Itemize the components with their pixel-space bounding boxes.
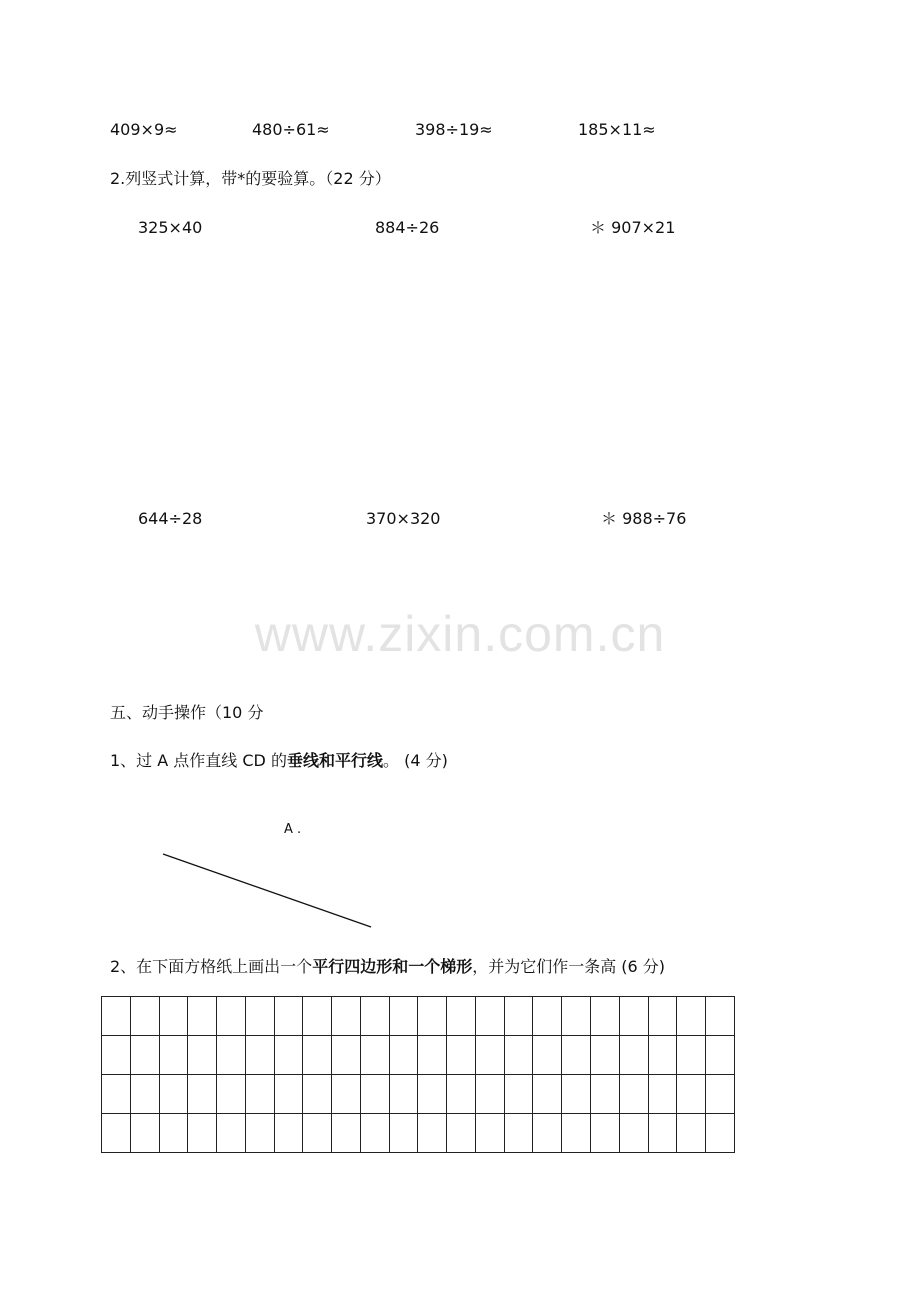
grid-cell[interactable] [677, 1114, 706, 1153]
estimation-3: 398÷19≈ [415, 120, 493, 139]
vertical-calc-2: 884÷26 [375, 218, 440, 237]
grid-cell[interactable] [130, 1114, 159, 1153]
grid-cell[interactable] [217, 1075, 246, 1114]
grid-cell[interactable] [418, 997, 447, 1036]
grid-cell[interactable] [188, 997, 217, 1036]
grid-cell[interactable] [706, 1036, 735, 1075]
grid-cell[interactable] [274, 1114, 303, 1153]
grid-cell[interactable] [418, 1036, 447, 1075]
grid-cell[interactable] [591, 1075, 620, 1114]
grid-cell[interactable] [648, 1036, 677, 1075]
grid-row [102, 1075, 735, 1114]
estimation-1: 409×9≈ [110, 120, 178, 139]
grid-cell[interactable] [619, 1075, 648, 1114]
grid-cell[interactable] [418, 1114, 447, 1153]
grid-cell[interactable] [504, 1114, 533, 1153]
question-2-suffix: ，并为它们作一条高 (6 分) [472, 957, 666, 976]
point-a-label: A . [284, 822, 302, 837]
grid-cell[interactable] [504, 1036, 533, 1075]
vertical-calc-3: ＊ 907×21 [590, 218, 676, 237]
grid-cell[interactable] [303, 1075, 332, 1114]
grid-cell[interactable] [648, 997, 677, 1036]
grid-cell[interactable] [648, 1114, 677, 1153]
grid-cell[interactable] [332, 1036, 361, 1075]
grid-cell[interactable] [706, 1075, 735, 1114]
grid-cell[interactable] [303, 1036, 332, 1075]
grid-cell[interactable] [332, 1114, 361, 1153]
grid-cell[interactable] [475, 1114, 504, 1153]
section2-title: 2.列竖式计算，带*的要验算。（22 分） [110, 169, 391, 188]
grid-cell[interactable] [245, 1075, 274, 1114]
grid-cell[interactable] [217, 1036, 246, 1075]
grid-cell[interactable] [619, 1114, 648, 1153]
grid-cell[interactable] [706, 1114, 735, 1153]
grid-cell[interactable] [591, 1036, 620, 1075]
grid-cell[interactable] [102, 1036, 131, 1075]
grid-cell[interactable] [332, 997, 361, 1036]
grid-cell[interactable] [130, 1036, 159, 1075]
grid-cell[interactable] [562, 1114, 591, 1153]
grid-cell[interactable] [447, 1075, 476, 1114]
section5-title: 五、动手操作（10 分 [110, 703, 264, 722]
grid-cell[interactable] [562, 1075, 591, 1114]
grid-cell[interactable] [619, 997, 648, 1036]
question-1-suffix: 。 (4 分) [382, 751, 448, 770]
grid-cell[interactable] [591, 997, 620, 1036]
vertical-calc-1: 325×40 [138, 218, 203, 237]
grid-cell[interactable] [102, 1075, 131, 1114]
grid-cell[interactable] [159, 1036, 188, 1075]
grid-cell[interactable] [475, 997, 504, 1036]
grid-cell[interactable] [706, 997, 735, 1036]
grid-cell[interactable] [533, 1114, 562, 1153]
question-2 [110, 957, 665, 977]
estimation-2: 480÷61≈ [252, 120, 330, 139]
grid-cell[interactable] [619, 1036, 648, 1075]
grid-cell[interactable] [677, 1036, 706, 1075]
question-2-prefix: 2、在下面方格纸上画出一个 [110, 957, 313, 976]
grid-cell[interactable] [360, 1075, 389, 1114]
question-2-emphasis: 平行四边形和一个梯形 [312, 957, 473, 976]
grid-cell[interactable] [188, 1036, 217, 1075]
grid-cell[interactable] [389, 997, 418, 1036]
grid-cell[interactable] [677, 997, 706, 1036]
grid-cell[interactable] [562, 1036, 591, 1075]
grid-cell[interactable] [360, 1036, 389, 1075]
vertical-calc-5: 370×320 [366, 509, 441, 528]
grid-cell[interactable] [159, 1075, 188, 1114]
grid-cell[interactable] [130, 1075, 159, 1114]
grid-cell[interactable] [533, 997, 562, 1036]
grid-cell[interactable] [188, 1114, 217, 1153]
grid-cell[interactable] [447, 1114, 476, 1153]
grid-cell[interactable] [677, 1075, 706, 1114]
grid-cell[interactable] [648, 1075, 677, 1114]
grid-cell[interactable] [159, 1114, 188, 1153]
grid-cell[interactable] [245, 1036, 274, 1075]
estimation-4: 185×11≈ [578, 120, 656, 139]
grid-cell[interactable] [130, 997, 159, 1036]
grid-cell[interactable] [389, 1036, 418, 1075]
grid-cell[interactable] [475, 1036, 504, 1075]
grid-cell[interactable] [274, 1075, 303, 1114]
grid-row [102, 1114, 735, 1153]
grid-cell[interactable] [217, 1114, 246, 1153]
grid-cell[interactable] [389, 1075, 418, 1114]
grid-cell[interactable] [418, 1075, 447, 1114]
grid-cell[interactable] [303, 1114, 332, 1153]
grid-cell[interactable] [447, 997, 476, 1036]
grid-cell[interactable] [475, 1075, 504, 1114]
grid-cell[interactable] [102, 997, 131, 1036]
grid-cell[interactable] [303, 997, 332, 1036]
grid-cell[interactable] [217, 997, 246, 1036]
grid-cell[interactable] [504, 1075, 533, 1114]
grid-cell[interactable] [447, 1036, 476, 1075]
grid-cell[interactable] [533, 1075, 562, 1114]
grid-cell[interactable] [360, 1114, 389, 1153]
grid-row [102, 1036, 735, 1075]
grid-paper[interactable] [101, 996, 735, 1153]
question-1-prefix: 1、过 A 点作直线 CD 的 [110, 751, 287, 770]
grid-cell[interactable] [245, 1114, 274, 1153]
vertical-calc-4: 644÷28 [138, 509, 203, 528]
grid-cell[interactable] [562, 997, 591, 1036]
grid-cell[interactable] [188, 1075, 217, 1114]
line-cd-segment [163, 854, 371, 927]
grid-cell[interactable] [504, 997, 533, 1036]
grid-cell[interactable] [274, 1036, 303, 1075]
grid-cell[interactable] [389, 1114, 418, 1153]
grid-cell[interactable] [360, 997, 389, 1036]
vertical-calc-6: ＊ 988÷76 [601, 509, 687, 528]
question-1-emphasis: 垂线和平行线 [286, 751, 383, 770]
grid-cell[interactable] [533, 1036, 562, 1075]
grid-cell[interactable] [274, 997, 303, 1036]
grid-cell[interactable] [102, 1114, 131, 1153]
grid-cell[interactable] [591, 1114, 620, 1153]
grid-row [102, 997, 735, 1036]
watermark: www.zixin.com.cn [254, 606, 666, 662]
grid-cell[interactable] [332, 1075, 361, 1114]
grid-cell[interactable] [159, 997, 188, 1036]
grid-cell[interactable] [245, 997, 274, 1036]
